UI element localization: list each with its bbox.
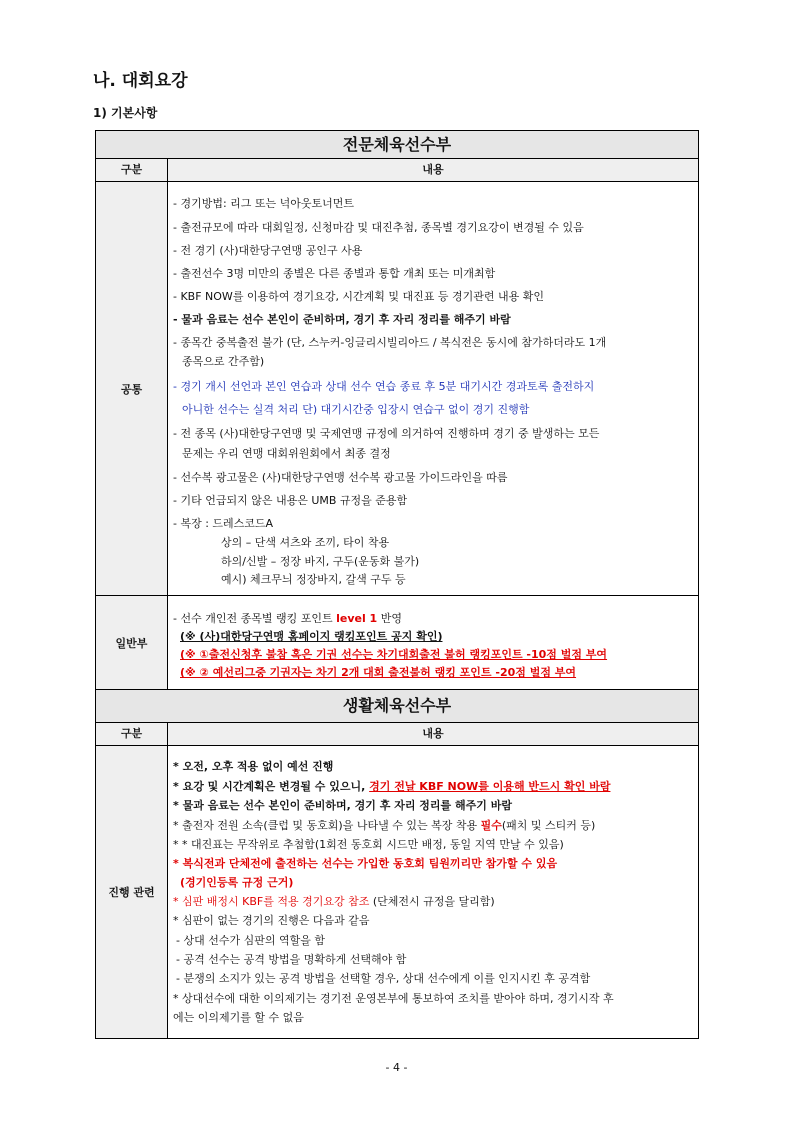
page-number: - 4 -: [385, 1061, 408, 1074]
sub-title: 1) 기본사항: [93, 106, 158, 120]
progress-label: 진행 관련: [96, 746, 168, 1038]
list-item: - 선수복 광고물은 (사)대한당구연맹 선수복 광고물 가이드라인을 따름: [173, 471, 508, 484]
progress-content: [168, 746, 698, 1038]
col-category: 구분: [96, 723, 168, 745]
common-label: 공통: [96, 182, 168, 595]
list-item: [173, 780, 692, 794]
list-item: - 전 종목 (사)대한당구연맹 및 국제연맹 규정에 의거하여 진행하며 경기 중 발생하는 모든: [173, 427, 600, 440]
list-item: 종목으로 간주함): [182, 355, 265, 368]
referee-text: (단체전시 규정을 달리함): [369, 895, 495, 908]
list-item: * 오전, 오후 적용 없이 예선 진행: [173, 760, 334, 773]
notice-text: * 요강 및 시간계획은 변경될 수 있으니,: [173, 780, 370, 793]
list-item: - 경기방법: 리그 또는 넉아웃토너먼트: [173, 197, 355, 210]
list-item: - 공격 선수는 공격 방법을 명확하게 선택해야 함: [176, 953, 407, 966]
pro-general-row: [95, 595, 699, 690]
list-item: 에는 이의제기를 할 수 없음: [173, 1011, 304, 1024]
amateur-column-header: [95, 722, 699, 746]
list-item: * 복식전과 단체전에 출전하는 선수는 가입한 동호회 팀원끼리만 참가할 수 있음: [173, 857, 558, 870]
common-content: [168, 182, 698, 595]
uniform-text: * 출전자 전원 소속(클럽 및 동호회)을 나타낼 수 있는 복장 착용: [173, 819, 481, 832]
list-item: - 출전규모에 따라 대회일정, 신청마감 및 대진추첨, 종목별 경기요강이 변경될 수 있음: [173, 221, 584, 234]
ranking-text: - 선수 개인전 종목별 랭킹 포인트: [173, 612, 337, 625]
list-item: 하의/신발 – 정장 바지, 구두(운동화 불가): [221, 555, 420, 568]
list-item: - KBF NOW를 이용하여 경기요강, 시간계획 및 대진표 등 경기관련 내용 확인: [173, 290, 545, 303]
amateur-table-title: 생활체육선수부: [95, 689, 699, 723]
list-item: - 경기 개시 선언과 본인 연습과 상대 선수 연습 종료 후 5분 대기시간 경과토록 출전하지: [173, 380, 595, 393]
list-item: 상의 – 단색 셔츠와 조끼, 타이 착용: [221, 536, 390, 549]
list-item: - 상대 선수가 심판의 역할을 함: [176, 934, 325, 947]
section-title: 나. 대회요강: [93, 71, 188, 91]
notice-highlight: 경기 전날 KBF NOW를 이용해 반드시 확인 바람: [369, 780, 611, 793]
list-item: * 상대선수에 대한 이의제기는 경기전 운영본부에 통보하여 조치를 받아야 하며, 경기시작 후: [173, 992, 614, 1005]
general-content: [168, 596, 698, 689]
general-label: 일반부: [96, 596, 168, 689]
list-item: [173, 819, 692, 833]
list-item: * * 대진표는 무작위로 추첨함(1회전 동호회 시드만 배정, 동일 지역 만날 수 있음): [173, 838, 564, 851]
list-item: [173, 895, 692, 909]
required-highlight: 필수: [480, 819, 502, 832]
level-highlight: level 1: [336, 612, 378, 625]
list-item: (※ ② 예선리그중 기권자는 차기 2개 대회 출전불허 랭킹 포인트 -20점 벌점 부여: [180, 666, 577, 679]
col-category: 구분: [96, 159, 168, 181]
amateur-progress-row: [95, 745, 699, 1039]
list-item: 문제는 우리 연맹 대회위원회에서 최종 결정: [182, 447, 391, 460]
list-item: [173, 612, 692, 626]
list-item: - 출전선수 3명 미만의 종별은 다른 종별과 통합 개최 또는 미개최함: [173, 267, 496, 280]
list-item: - 전 경기 (사)대한당구연맹 공인구 사용: [173, 244, 363, 257]
pro-table-title: 전문체육선수부: [95, 130, 699, 159]
col-content: 내용: [422, 727, 444, 740]
list-item: * 심판이 없는 경기의 진행은 다음과 같음: [173, 914, 370, 927]
list-item: - 종목간 중복출전 불가 (단, 스누커-잉글리시빌리아드 / 복식전은 동시에 참가하더라도 1개: [173, 336, 607, 349]
list-item: - 분쟁의 소지가 있는 공격 방법을 선택할 경우, 상대 선수에게 이를 인지시킨 후 공격함: [176, 972, 591, 985]
pro-common-row: [95, 181, 699, 596]
list-item: (※ ①출전신청후 불참 혹은 기권 선수는 차기대회출전 불허 랭킹포인트 -10점 벌점 부여: [180, 648, 608, 661]
ranking-text-end: 반영: [377, 612, 402, 625]
uniform-text-end: (패치 및 스티커 등): [501, 819, 596, 832]
pro-column-header: [95, 158, 699, 182]
referee-highlight: * 심판 배정시 KBF를 적용 경기요강 참조: [173, 895, 370, 908]
list-item: - 복장 : 드레스코드A: [173, 517, 274, 530]
list-item: * 물과 음료는 선수 본인이 준비하며, 경기 후 자리 정리를 해주기 바람: [173, 799, 512, 812]
list-item: 아니한 선수는 실격 처리 단) 대기시간중 입장시 연습구 없이 경기 진행함: [182, 403, 530, 416]
list-item: 예시) 체크무늬 정장바지, 갈색 구두 등: [221, 573, 406, 586]
col-content: 내용: [422, 163, 444, 176]
list-item: - 기타 언급되지 않은 내용은 UMB 규정을 준용함: [173, 494, 408, 507]
list-item: (경기인등록 규정 근거): [180, 876, 294, 889]
list-item: (※ (사)대한당구연맹 홈페이지 랭킹포인트 공지 확인): [180, 630, 443, 643]
list-item: - 물과 음료는 선수 본인이 준비하며, 경기 후 자리 정리를 해주기 바람: [173, 313, 511, 326]
